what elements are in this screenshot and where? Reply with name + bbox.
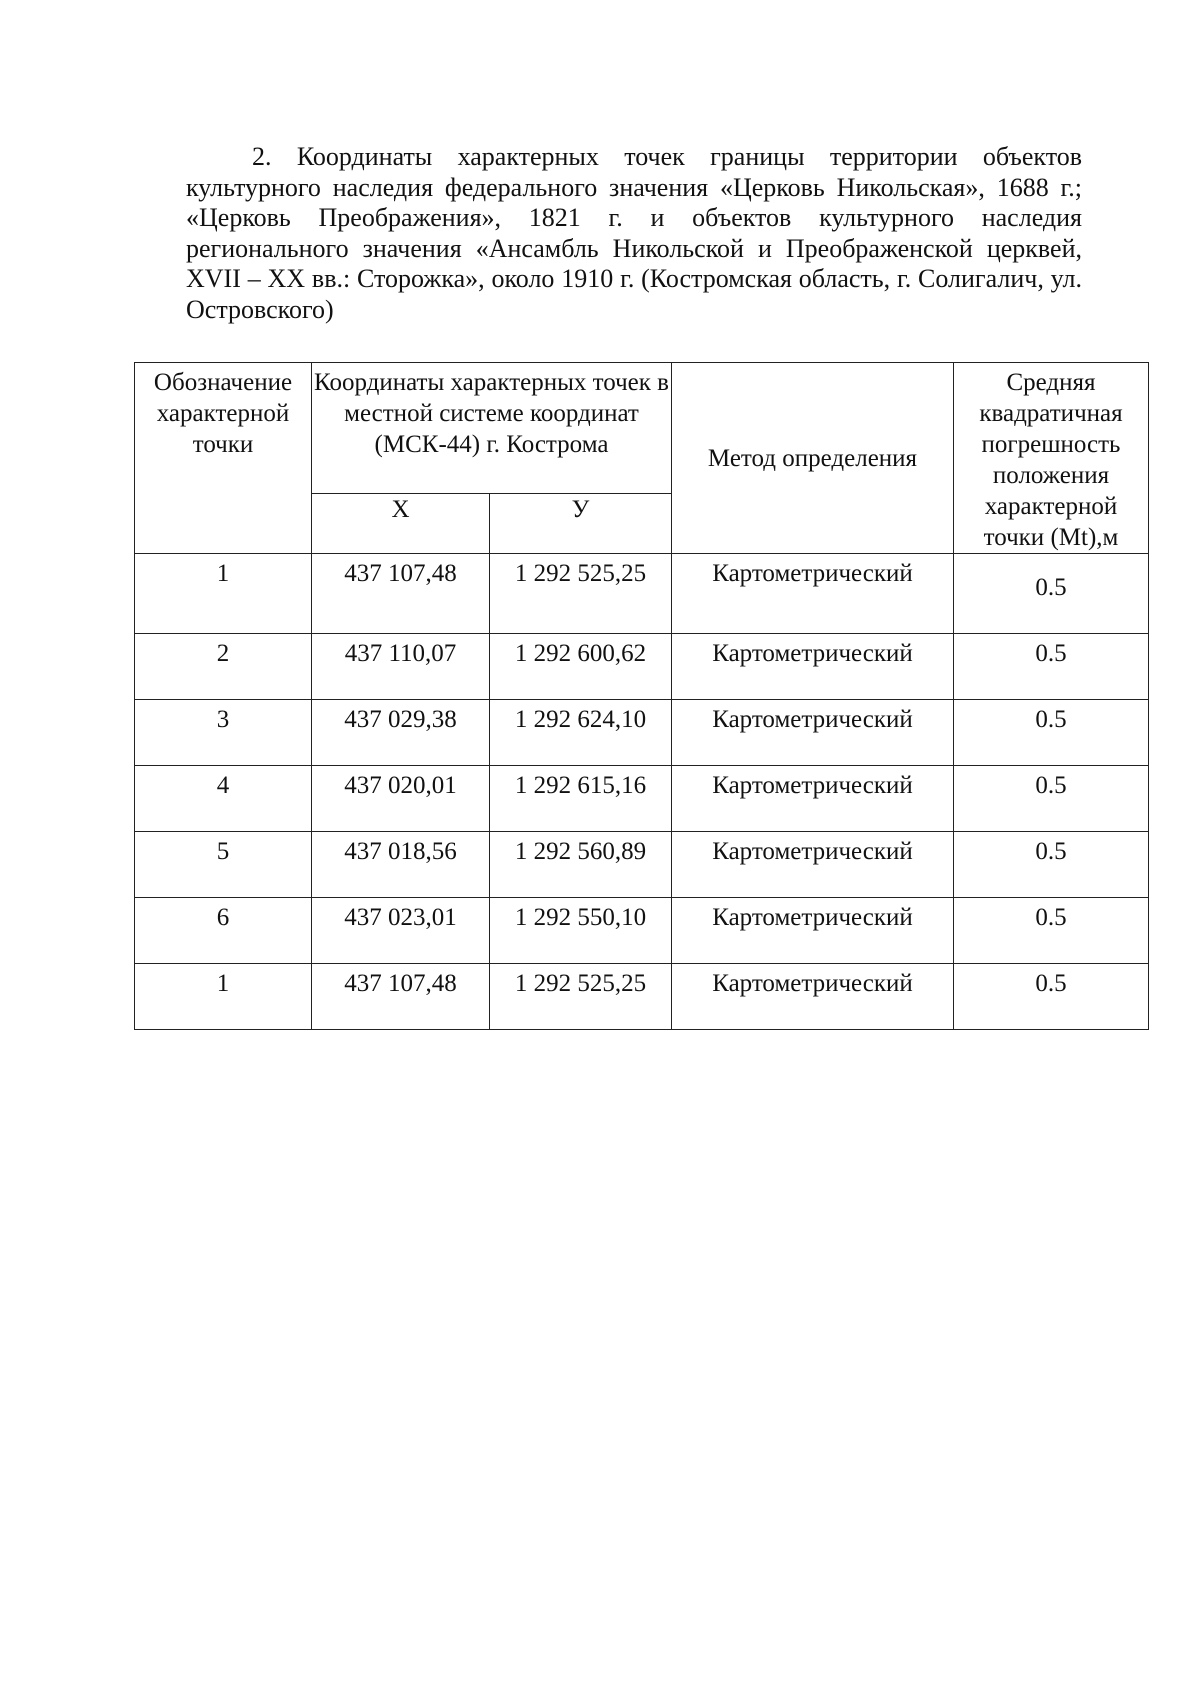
header-method: Метод определения bbox=[672, 363, 954, 554]
cell-method: Картометрический bbox=[672, 554, 954, 634]
cell-accuracy: 0.5 bbox=[954, 832, 1149, 898]
cell-x: 437 018,56 bbox=[312, 832, 490, 898]
cell-accuracy: 0.5 bbox=[954, 766, 1149, 832]
cell-x: 437 023,01 bbox=[312, 898, 490, 964]
header-x: Х bbox=[312, 494, 490, 554]
cell-x: 437 107,48 bbox=[312, 964, 490, 1030]
cell-x: 437 020,01 bbox=[312, 766, 490, 832]
cell-point: 1 bbox=[135, 554, 312, 634]
cell-point: 4 bbox=[135, 766, 312, 832]
cell-y: 1 292 525,25 bbox=[490, 554, 672, 634]
cell-x: 437 107,48 bbox=[312, 554, 490, 634]
cell-accuracy: 0.5 bbox=[954, 554, 1149, 634]
coordinates-table bbox=[134, 362, 1149, 1030]
cell-point: 2 bbox=[135, 634, 312, 700]
cell-point: 3 bbox=[135, 700, 312, 766]
cell-y: 1 292 560,89 bbox=[490, 832, 672, 898]
header-y: У bbox=[490, 494, 672, 554]
cell-y: 1 292 550,10 bbox=[490, 898, 672, 964]
cell-method: Картометрический bbox=[672, 700, 954, 766]
intro-paragraph bbox=[186, 142, 1082, 325]
cell-x: 437 110,07 bbox=[312, 634, 490, 700]
cell-method: Картометрический bbox=[672, 766, 954, 832]
table-row bbox=[135, 634, 1149, 700]
table-row bbox=[135, 554, 1149, 634]
cell-accuracy: 0.5 bbox=[954, 964, 1149, 1030]
cell-y: 1 292 615,16 bbox=[490, 766, 672, 832]
header-accuracy: Средняя квадратичная погрешность положения характерной точки (Mt),м bbox=[954, 363, 1149, 554]
table-row bbox=[135, 832, 1149, 898]
cell-method: Картометрический bbox=[672, 832, 954, 898]
cell-y: 1 292 600,62 bbox=[490, 634, 672, 700]
cell-accuracy: 0.5 bbox=[954, 898, 1149, 964]
cell-point: 6 bbox=[135, 898, 312, 964]
header-point: Обозначение характерной точки bbox=[135, 363, 312, 554]
cell-method: Картометрический bbox=[672, 898, 954, 964]
cell-method: Картометрический bbox=[672, 964, 954, 1030]
table-row bbox=[135, 766, 1149, 832]
table-row bbox=[135, 964, 1149, 1030]
intro-text: 2. Координаты характерных точек границы территории объектов культурного наследия федерального значения «Церковь Никольская», 1688 г.; «Церковь Преображения», 1821 г. и объектов культурного наследия регионального значения «Ансамбль Никольской и Преображенской церквей, XVII – XX вв.: Сторожка», около 1910 г. (Костромская область, г. Солигалич, ул. Островского) bbox=[186, 142, 1082, 324]
cell-method: Картометрический bbox=[672, 634, 954, 700]
cell-accuracy: 0.5 bbox=[954, 700, 1149, 766]
table-row bbox=[135, 700, 1149, 766]
cell-accuracy: 0.5 bbox=[954, 634, 1149, 700]
cell-point: 5 bbox=[135, 832, 312, 898]
cell-point: 1 bbox=[135, 964, 312, 1030]
cell-y: 1 292 624,10 bbox=[490, 700, 672, 766]
header-coordinates: Координаты характерных точек в местной системе координат (МСК-44) г. Кострома bbox=[312, 363, 672, 494]
cell-x: 437 029,38 bbox=[312, 700, 490, 766]
cell-y: 1 292 525,25 bbox=[490, 964, 672, 1030]
table-row bbox=[135, 898, 1149, 964]
